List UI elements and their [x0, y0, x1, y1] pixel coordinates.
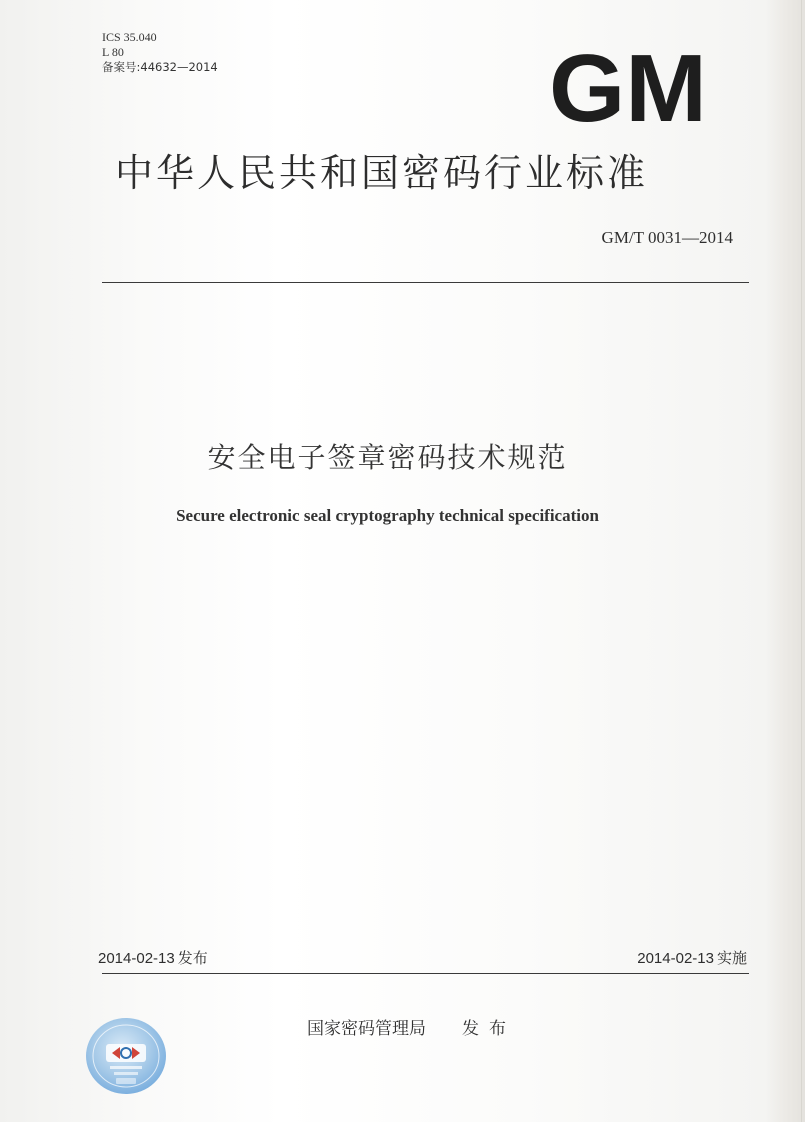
- bottom-divider: [102, 973, 749, 974]
- ccs-code: L 80: [102, 45, 124, 59]
- document-title-cn: 安全电子签章密码技术规范: [207, 441, 568, 474]
- standard-category-title: 中华人民共和国密码行业标准: [115, 151, 649, 195]
- standard-number: GM/T 0031—2014: [601, 228, 733, 247]
- publish-date: 2014-02-13: [98, 950, 175, 967]
- top-divider: [102, 282, 749, 283]
- classification-block: [102, 30, 218, 75]
- page-edge-shadow: [765, 0, 805, 1122]
- publish-date-block: [98, 947, 208, 968]
- implement-label: 实施: [716, 949, 747, 967]
- gm-logo: [548, 44, 708, 124]
- issuer-action: 发布: [462, 1019, 516, 1039]
- anti-counterfeit-seal-icon: [84, 1016, 168, 1096]
- publish-label: 发布: [177, 949, 208, 967]
- record-number: 备案号:44632—2014: [102, 60, 218, 74]
- implement-date-block: [637, 947, 747, 968]
- gm-logo-text: GM: [549, 44, 707, 124]
- page-edge-line: [801, 0, 802, 1122]
- document-title-en: Secure electronic seal cryptography technical specification: [176, 506, 599, 525]
- implement-date: 2014-02-13: [637, 950, 714, 967]
- issuer-name: 国家密码管理局: [307, 1019, 426, 1039]
- ics-code: ICS 35.040: [102, 30, 157, 44]
- issuer-block: [307, 1014, 516, 1039]
